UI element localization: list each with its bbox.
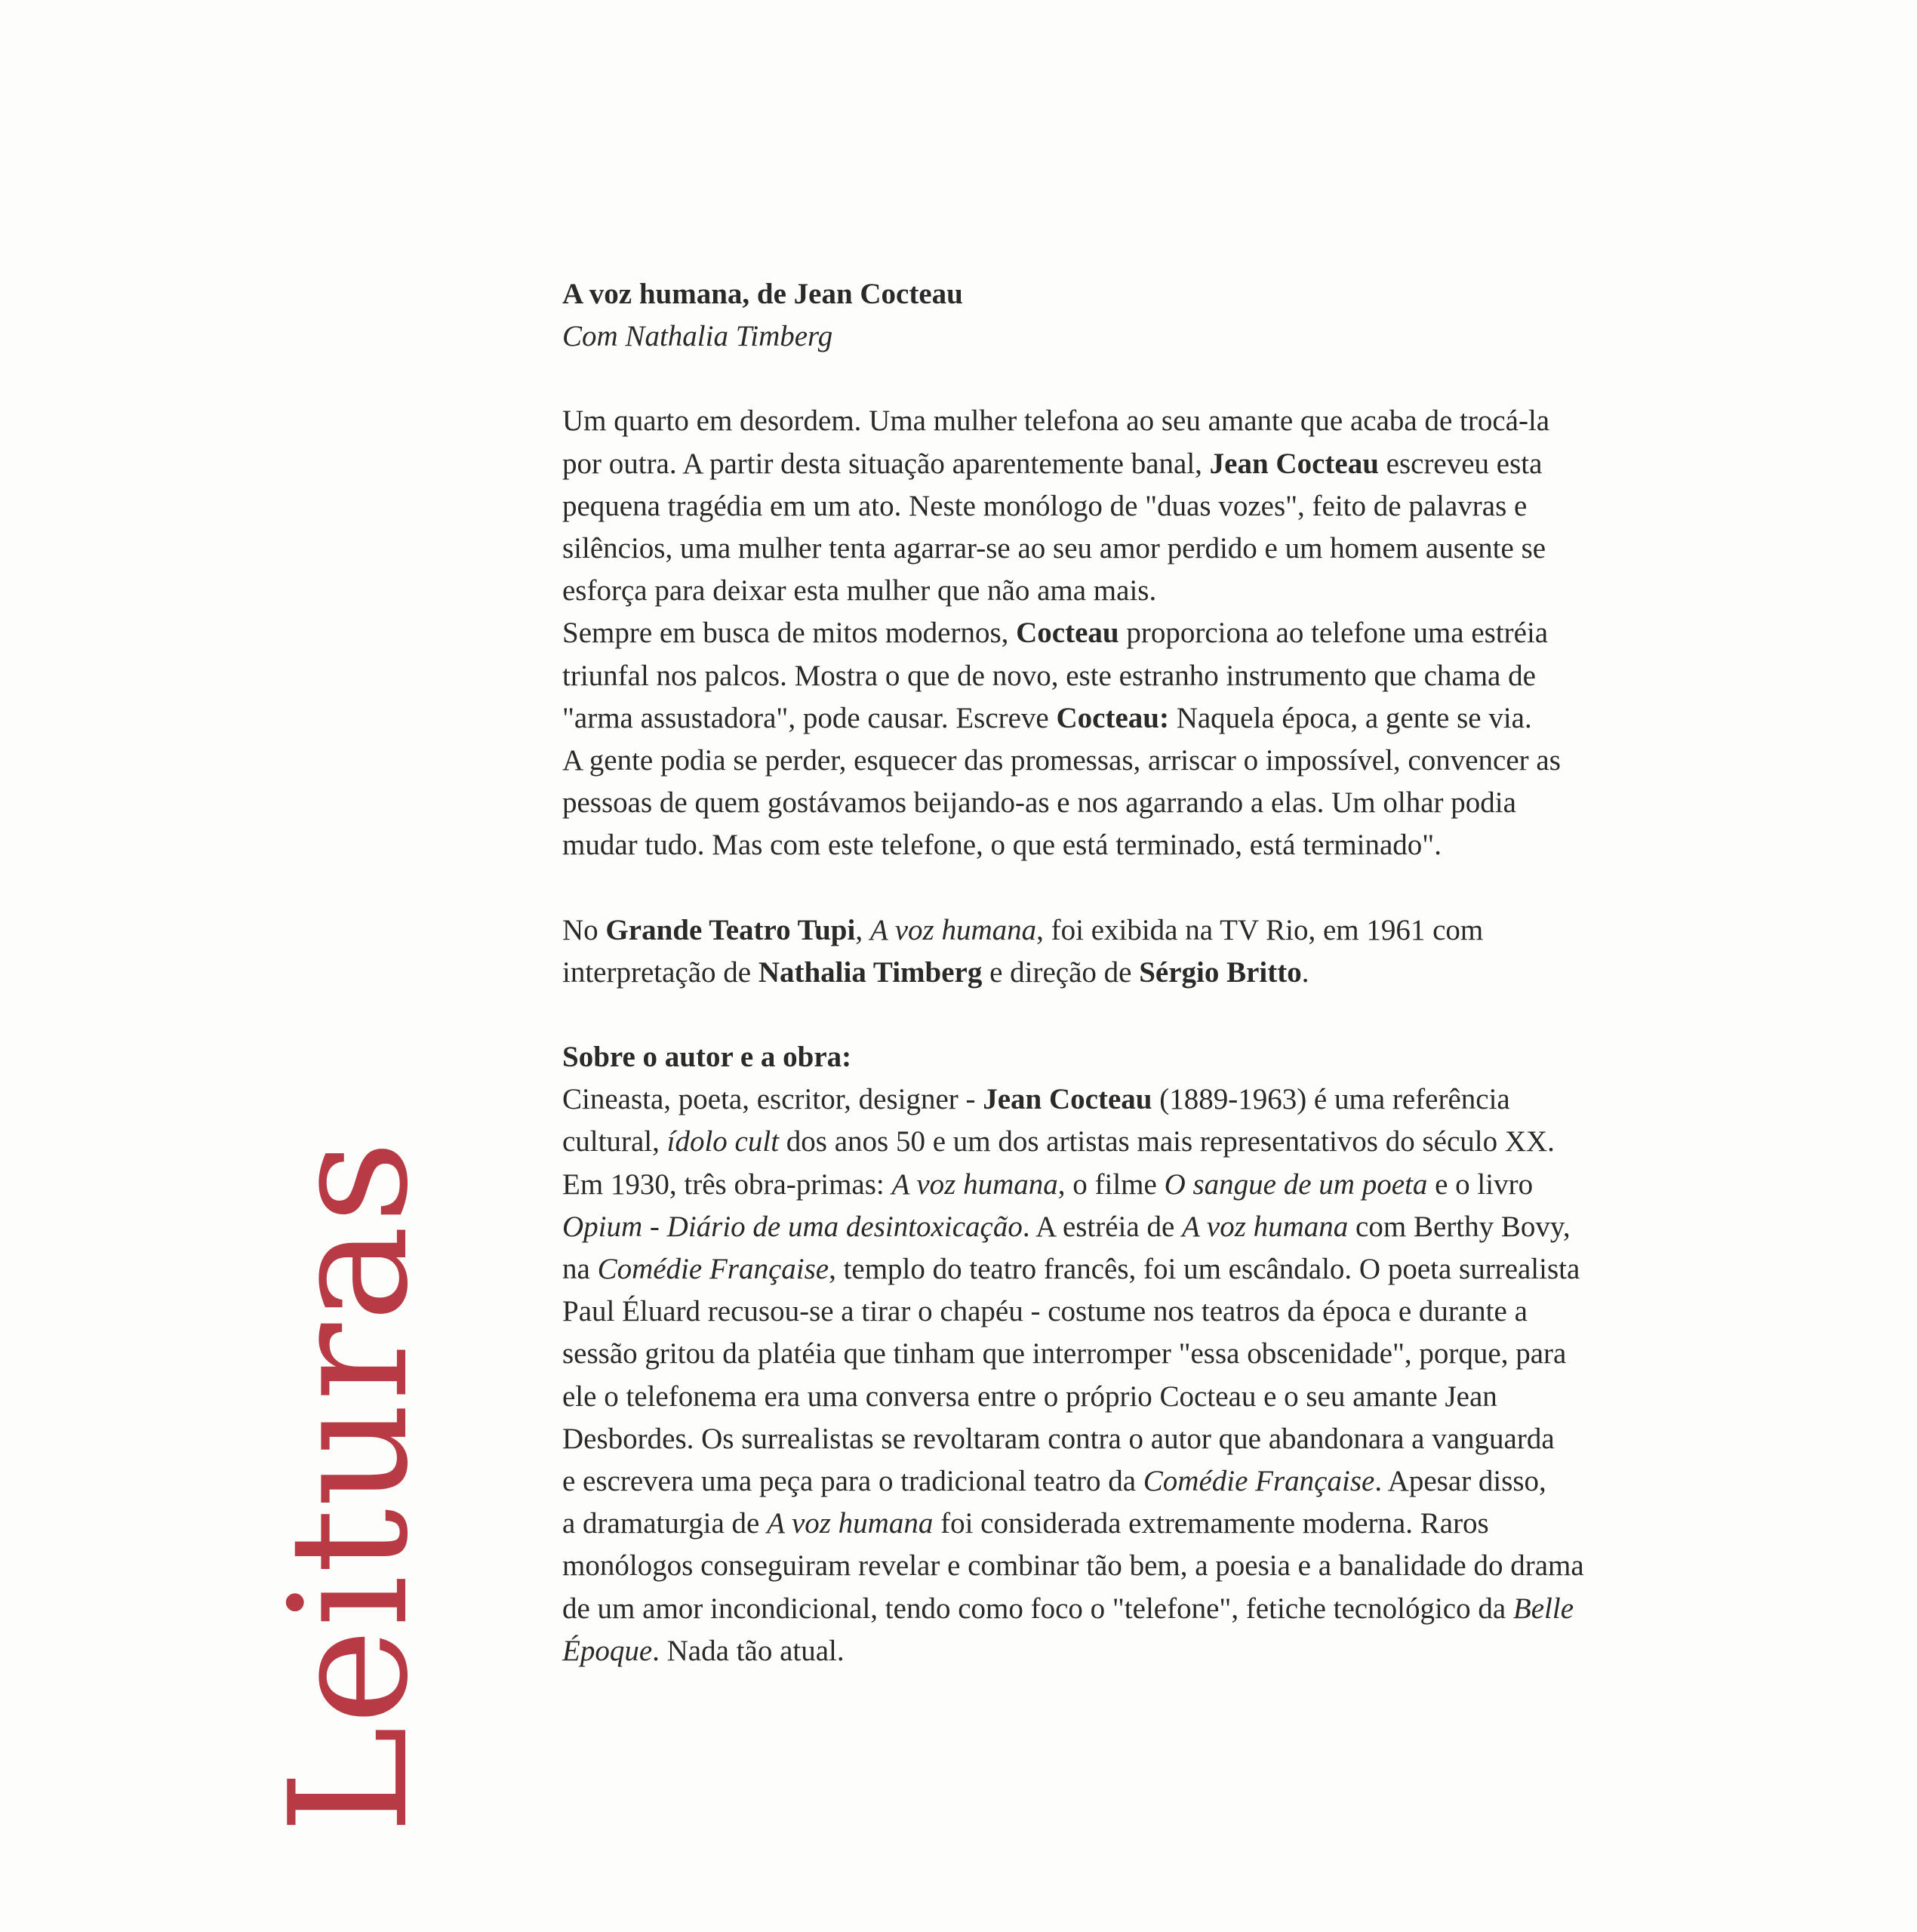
text-line [562, 1121, 1740, 1163]
article-body [562, 273, 1740, 1672]
play-cast: Com Nathalia Timberg [562, 320, 833, 353]
text-segment: . Nada tão atual. [652, 1634, 845, 1667]
text-line [562, 612, 1740, 654]
text-segment: escreveu esta [1378, 447, 1543, 480]
italic-text: A voz humana [891, 1168, 1058, 1201]
text-segment: proporciona ao telefone uma estréia [1119, 617, 1549, 650]
text-segment: e o livro [1427, 1168, 1534, 1201]
italic-text: O sangue de um poeta [1164, 1168, 1428, 1201]
text-line [562, 443, 1740, 485]
text-segment: , foi exibida na TV Rio, em 1961 com [1036, 913, 1484, 946]
text-line [562, 952, 1740, 994]
text-segment: triunfal nos palcos. Mostra o que de novo, este estranho instrumento que chama de [562, 659, 1536, 692]
text-line [562, 570, 1740, 612]
text-line [562, 1376, 1740, 1418]
text-line [562, 1503, 1740, 1545]
text-segment: Paul Éluard recusou-se a tirar o chapéu - costume nos teatros da época e durante a [562, 1295, 1528, 1328]
italic-text: A voz humana [1182, 1210, 1349, 1243]
italic-text: A voz humana [767, 1507, 934, 1540]
bold-text: Jean Cocteau [1209, 447, 1379, 480]
text-segment: Um quarto em desordem. Uma mulher telefona ao seu amante que acaba de trocá-la [562, 405, 1550, 438]
text-segment: de um amor incondicional, tendo como foco o "telefone", fetiche tecnológico da [562, 1592, 1513, 1625]
paragraph-broadcast [562, 909, 1740, 994]
text-line [562, 1164, 1740, 1206]
text-segment: "arma assustadora", pode causar. Escreve [562, 701, 1057, 734]
text-segment: cultural, [562, 1125, 667, 1158]
bold-text: Sérgio Britto [1139, 955, 1302, 989]
paragraph-about-author [562, 1078, 1740, 1672]
italic-text: Comédie Française [1143, 1465, 1375, 1498]
bold-text: Nathalia Timberg [758, 955, 983, 989]
text-segment: interpretação de [562, 955, 758, 989]
text-segment: (1889-1963) é uma referência [1152, 1083, 1510, 1116]
italic-text: ídolo cult [666, 1125, 780, 1158]
text-line [562, 1333, 1740, 1375]
text-line [562, 1630, 1740, 1672]
text-segment: e escrevera uma peça para o tradicional teatro da [562, 1465, 1143, 1498]
text-segment: Sempre em busca de mitos modernos, [562, 617, 1017, 650]
text-segment: sessão gritou da platéia que tinham que interromper "essa obscenidade", porque, para [562, 1337, 1567, 1371]
text-segment: mudar tudo. Mas com este telefone, o que está terminado, está terminado". [562, 829, 1442, 862]
text-segment: monólogos conseguiram revelar e combinar tão bem, a poesia e a banalidade do drama [562, 1549, 1584, 1583]
text-line [562, 697, 1740, 740]
text-line [562, 1248, 1740, 1291]
text-segment: . Apesar disso, [1374, 1465, 1546, 1498]
text-segment: Cineasta, poeta, escritor, designer - [562, 1083, 983, 1116]
text-line [562, 1418, 1740, 1460]
text-line [562, 400, 1740, 442]
text-line [562, 485, 1740, 528]
bold-text: Cocteau: [1056, 701, 1169, 734]
text-segment: pessoas de quem gostávamos beijando-as e nos agarrando a elas. Um olhar podia [562, 786, 1516, 820]
text-line [562, 1291, 1740, 1333]
italic-text: Belle [1512, 1592, 1574, 1625]
text-segment: . A estréia de [1022, 1210, 1183, 1243]
text-segment: silêncios, uma mulher tenta agarrar-se ao seu amor perdido e um homem ausente se [562, 532, 1546, 565]
italic-text: Époque [562, 1634, 653, 1667]
italic-text: Comédie Française [597, 1253, 829, 1286]
italic-text: A voz humana [869, 913, 1037, 946]
text-line [562, 1460, 1740, 1503]
text-line [562, 528, 1740, 570]
text-segment: Em 1930, três obra-primas: [562, 1168, 892, 1201]
text-segment: Desbordes. Os surrealistas se revoltaram contra o autor que abandonara a vanguarda [562, 1422, 1555, 1455]
text-segment: Naquela época, a gente se via. [1168, 701, 1532, 734]
text-segment: por outra. A partir desta situação aparentemente banal, [562, 447, 1210, 480]
text-line [562, 1545, 1740, 1587]
text-segment: pequena tragédia em um ato. Neste monólogo de "duas vozes", feito de palavras e [562, 489, 1528, 522]
about-heading: Sobre o autor e a obra: [562, 1041, 852, 1074]
text-line [562, 1206, 1740, 1248]
bold-text: Jean Cocteau [983, 1083, 1152, 1116]
section-title-leituras: Leituras [254, 1139, 444, 1834]
text-line [562, 782, 1740, 824]
text-line [562, 740, 1740, 782]
text-segment: com Berthy Bovy, [1348, 1210, 1571, 1243]
bold-text: Grande Teatro Tupi [605, 913, 856, 946]
paragraph-synopsis [562, 400, 1740, 866]
text-segment: , templo do teatro francês, foi um escândalo. O poeta surrealista [829, 1253, 1580, 1286]
text-segment: na [562, 1253, 598, 1286]
text-segment: . [1301, 955, 1309, 989]
bold-text: Cocteau [1016, 617, 1119, 650]
text-line [562, 655, 1740, 697]
play-title: A voz humana, de Jean Cocteau [562, 278, 963, 310]
text-line [562, 909, 1740, 952]
text-segment: No [562, 913, 606, 946]
text-line [562, 1588, 1740, 1630]
text-segment: , [855, 913, 870, 946]
italic-text: Opium - Diário de uma desintoxicação [562, 1210, 1023, 1243]
text-segment: foi considerada extremamente moderna. Raros [933, 1507, 1489, 1540]
text-segment: a dramaturgia de [562, 1507, 768, 1540]
text-segment: A gente podia se perder, esquecer das promessas, arriscar o impossível, convencer as [562, 744, 1561, 777]
text-line [562, 1078, 1740, 1121]
text-segment: e direção de [982, 955, 1140, 989]
text-segment: ele o telefonema era uma conversa entre o próprio Cocteau e o seu amante Jean [562, 1380, 1497, 1413]
text-segment: dos anos 50 e um dos artistas mais representativos do século XX. [779, 1125, 1555, 1158]
text-segment: , o filme [1057, 1168, 1165, 1201]
text-line [562, 824, 1740, 866]
text-segment: esforça para deixar esta mulher que não ama mais. [562, 574, 1157, 608]
